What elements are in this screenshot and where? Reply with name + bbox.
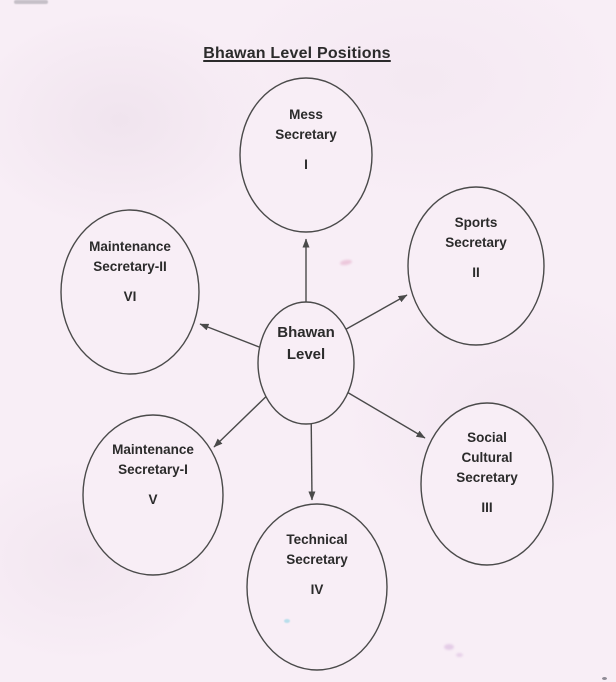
node-label-line: Bhawan	[277, 324, 335, 341]
scan-artifact	[456, 653, 463, 657]
node-label-line: Secretary	[275, 127, 337, 142]
scan-artifact	[14, 0, 48, 4]
node-label-line: Level	[286, 346, 326, 363]
node-numeral: IV	[310, 582, 324, 597]
node-label-line: Secretary	[445, 235, 507, 250]
node-numeral: V	[148, 492, 158, 507]
node-numeral: VI	[123, 289, 137, 304]
node-label-line: Maintenance	[112, 442, 194, 457]
node-label-line: Technical	[286, 532, 348, 547]
node-social-cultural-secretary	[417, 428, 557, 518]
node-label-line: Social	[467, 430, 507, 445]
page-title: Bhawan Level Positions	[203, 45, 391, 62]
node-label-line: Mess	[289, 107, 323, 122]
node-numeral: III	[481, 500, 493, 515]
node-numeral: I	[304, 157, 308, 172]
node-mess-secretary	[236, 105, 376, 175]
node-label-line: Secretary	[456, 470, 518, 485]
node-maintenance-secretary-i	[83, 440, 223, 510]
node-maintenance-secretary-ii	[60, 237, 200, 307]
node-label-line: Secretary	[286, 552, 348, 567]
node-label-line: Secretary-II	[93, 259, 167, 274]
scan-artifact	[444, 644, 454, 650]
node-numeral: II	[472, 265, 480, 280]
node-sports-secretary	[406, 213, 546, 283]
node-label-line: Secretary-I	[118, 462, 188, 477]
scan-artifact	[602, 677, 607, 680]
node-bhawan-level	[236, 322, 376, 366]
node-technical-secretary	[247, 530, 387, 600]
node-label-line: Sports	[454, 215, 498, 230]
node-label-line: Cultural	[461, 450, 513, 465]
scan-artifact	[284, 619, 290, 623]
node-label-line: Maintenance	[89, 239, 171, 254]
